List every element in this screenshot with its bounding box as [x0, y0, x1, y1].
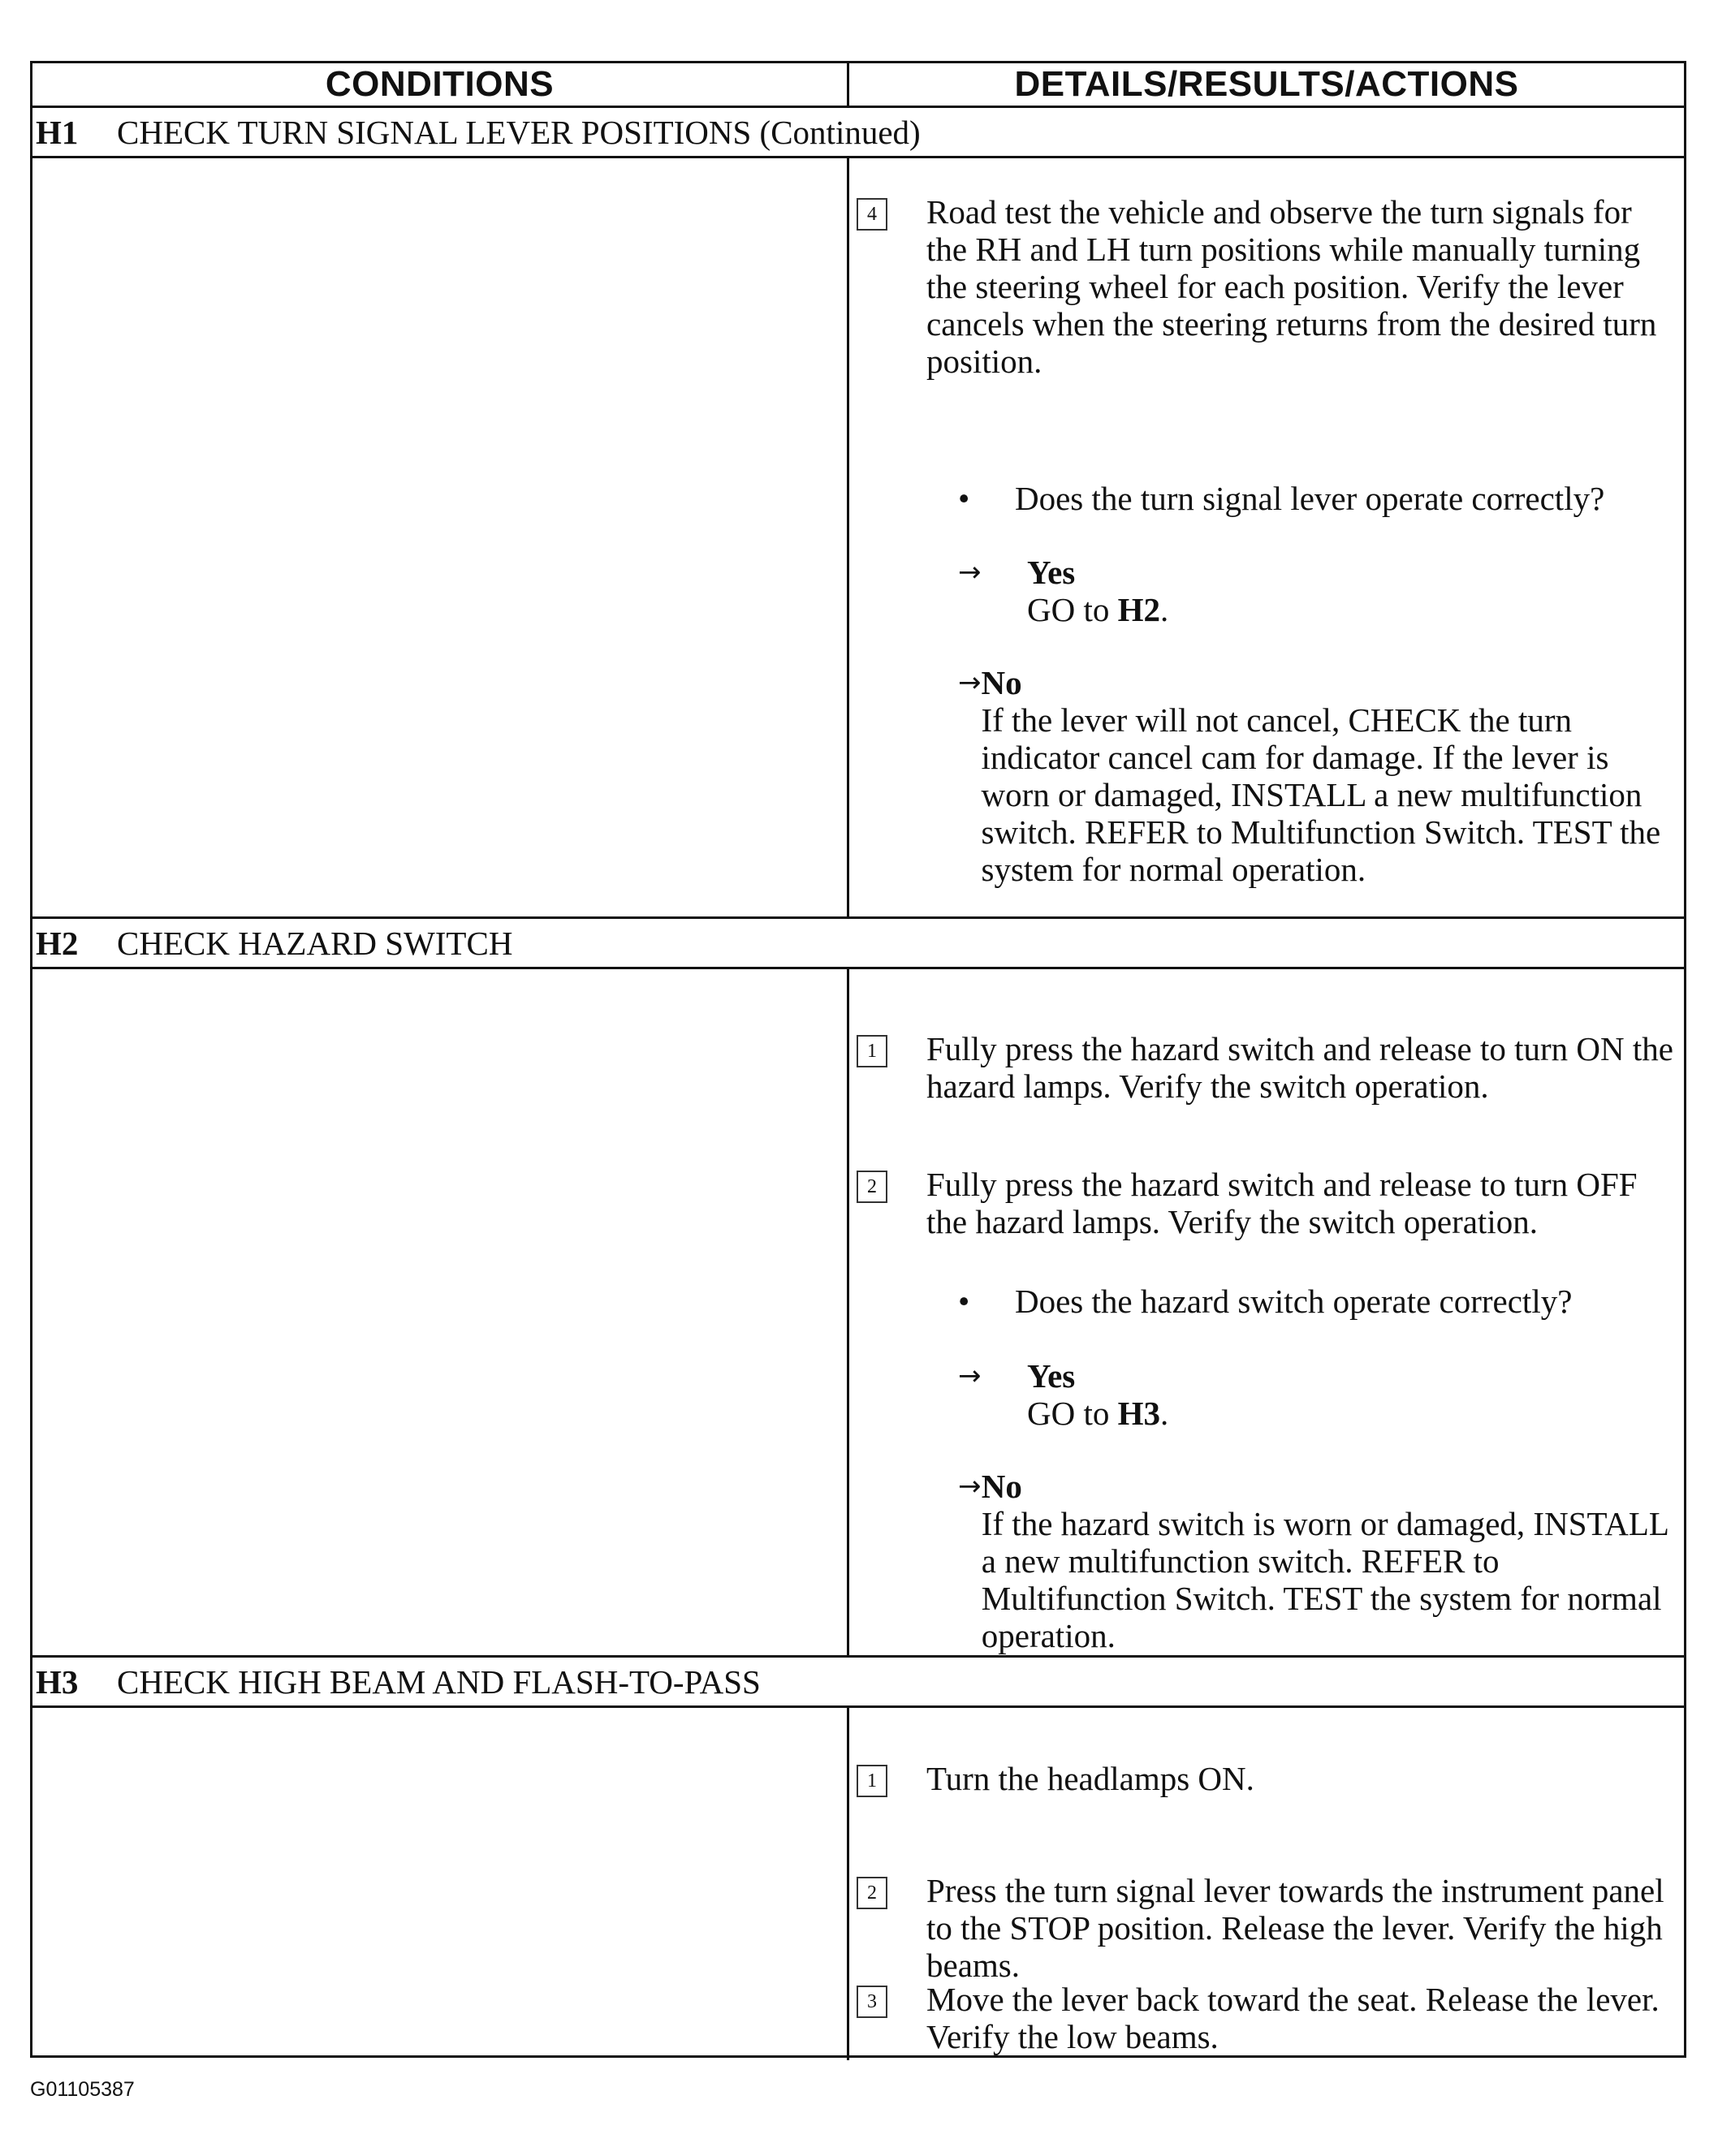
- question-text: Does the turn signal lever operate correctly?: [1015, 480, 1605, 517]
- section-title: CHECK HAZARD SWITCH: [117, 924, 513, 962]
- no-branch-h2: [958, 1468, 1673, 1654]
- section-title: CHECK HIGH BEAM AND FLASH-TO-PASS: [117, 1662, 761, 1701]
- step-number-box: 4: [857, 198, 887, 231]
- step-h3-3: [857, 1981, 1677, 2055]
- column-divider: [847, 1708, 849, 2060]
- yes-branch-h1: [958, 554, 1673, 628]
- step-number-box: 2: [857, 1877, 887, 1909]
- bullet-icon: •: [958, 480, 970, 517]
- yes-suffix: .: [1160, 1395, 1169, 1432]
- section-header-h3: [32, 1658, 1684, 1708]
- right-arrow-icon: →: [958, 1470, 982, 1503]
- step-number-box: 1: [857, 1765, 887, 1797]
- yes-target-link[interactable]: H3: [1117, 1395, 1161, 1432]
- no-label: No: [981, 664, 1022, 701]
- yes-target-link[interactable]: H2: [1117, 591, 1161, 628]
- step-h3-1: [857, 1760, 1677, 1797]
- step-text: Turn the headlamps ON.: [926, 1760, 1254, 1797]
- diagnostic-table: [30, 61, 1686, 2058]
- yes-branch-h2: [958, 1357, 1673, 1432]
- yes-label: Yes: [1027, 554, 1076, 591]
- section-header-h2: [32, 919, 1684, 969]
- no-label: No: [981, 1468, 1022, 1505]
- question-h1: [958, 480, 1673, 517]
- column-header-row: [32, 63, 1684, 108]
- section-id: H3: [36, 1662, 79, 1701]
- step-text: Road test the vehicle and observe the turn signals for the RH and LH turn positions while manually turning the steering wheel for each position. Verify the lever cancels when the steering returns from the desired turn position.: [926, 193, 1657, 380]
- question-h2: [958, 1283, 1673, 1320]
- step-h2-2: [857, 1166, 1677, 1240]
- step-number-box: 1: [857, 1035, 887, 1067]
- yes-prefix: GO to: [1027, 591, 1118, 628]
- yes-prefix: GO to: [1027, 1395, 1118, 1432]
- step-text: Fully press the hazard switch and release to turn OFF the hazard lamps. Verify the switch operation.: [926, 1166, 1638, 1240]
- right-arrow-icon: →: [958, 1360, 982, 1392]
- section-title: CHECK TURN SIGNAL LEVER POSITIONS (Continued): [117, 113, 921, 151]
- column-divider: [847, 63, 849, 108]
- no-action-text: If the lever will not cancel, CHECK the turn indicator cancel cam for damage. If the lever is worn or damaged, INSTALL a new multifunction switch. REFER to Multifunction Switch. TEST the system for normal operation.: [981, 701, 1661, 888]
- step-text: Press the turn signal lever towards the instrument panel to the STOP position. Release the lever. Verify the high beams.: [926, 1872, 1664, 1984]
- yes-label: Yes: [1027, 1357, 1076, 1395]
- no-branch-h1: [958, 664, 1673, 888]
- yes-action: [1027, 1395, 1168, 1432]
- section-id: H1: [36, 113, 79, 151]
- bullet-icon: •: [958, 1283, 970, 1320]
- step-h1-4: [857, 193, 1677, 380]
- conditions-column-header: CONDITIONS: [325, 64, 555, 104]
- figure-code: G01105387: [30, 2078, 135, 2101]
- details-column-header: DETAILS/RESULTS/ACTIONS: [1014, 64, 1519, 104]
- step-h2-1: [857, 1030, 1677, 1105]
- step-h3-2: [857, 1872, 1677, 1984]
- yes-action: [1027, 591, 1168, 628]
- no-action-text: If the hazard switch is worn or damaged, INSTALL a new multifunction switch. REFER to Multifunction Switch. TEST the system for normal operation.: [981, 1505, 1668, 1654]
- section-header-h1: [32, 108, 1684, 158]
- step-number-box: 2: [857, 1171, 887, 1203]
- question-text: Does the hazard switch operate correctly?: [1015, 1283, 1573, 1320]
- right-arrow-icon: →: [958, 556, 982, 589]
- step-text: Move the lever back toward the seat. Release the lever. Verify the low beams.: [926, 1981, 1660, 2055]
- step-number-box: 3: [857, 1986, 887, 2018]
- step-text: Fully press the hazard switch and release to turn ON the hazard lamps. Verify the switch operation.: [926, 1030, 1673, 1105]
- section-id: H2: [36, 924, 79, 962]
- right-arrow-icon: →: [958, 666, 982, 699]
- yes-suffix: .: [1160, 591, 1169, 628]
